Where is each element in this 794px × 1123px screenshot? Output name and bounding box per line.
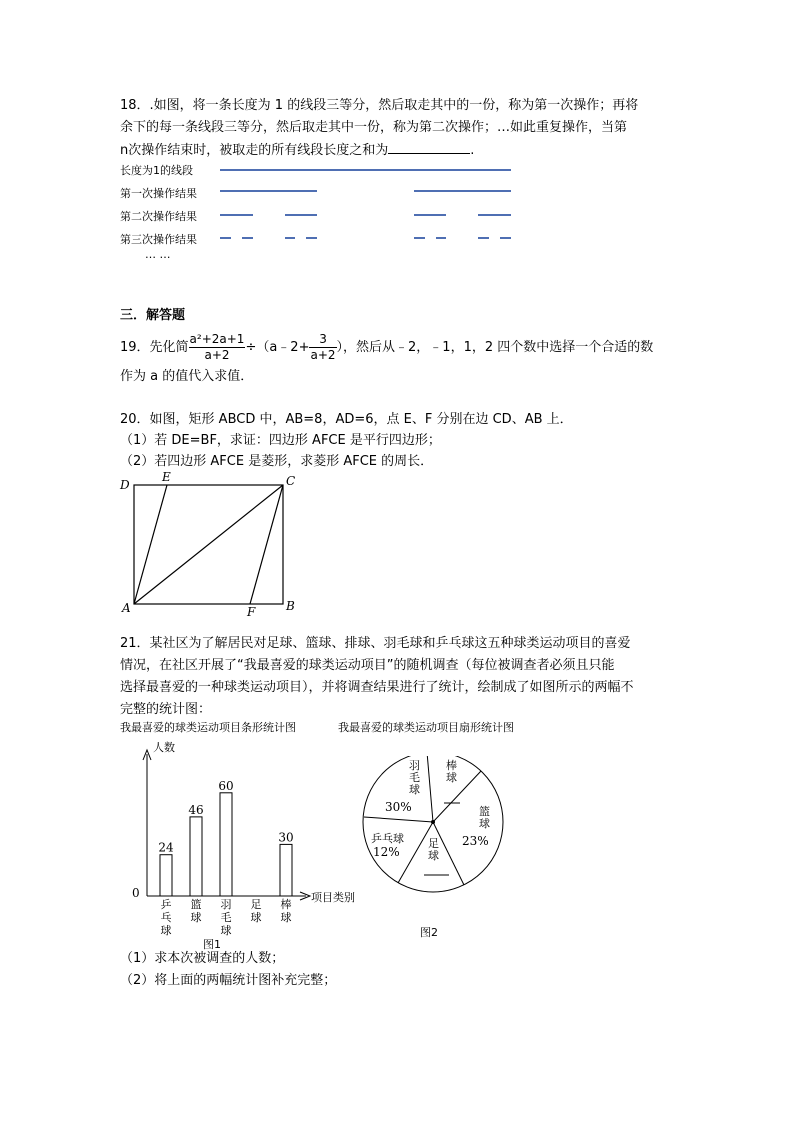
- bar-category-label-4: 足球: [250, 898, 262, 924]
- segment-step3-8: [500, 237, 511, 239]
- segment-step3-1: [220, 237, 231, 239]
- segment-ac: [134, 485, 283, 604]
- q20-line3: （2）若四边形 AFCE 是菱形，求菱形 AFCE 的周长．: [120, 454, 434, 469]
- pie-label-badminton-3: 球: [409, 783, 420, 796]
- q19-frac1-denominator: a+2: [204, 348, 230, 362]
- bar-category-label-2: 篮球: [190, 898, 202, 924]
- bar-3: [220, 793, 232, 896]
- bar-origin-label: 0: [132, 886, 140, 900]
- segment-ae: [134, 485, 167, 604]
- pie-divider-1: [427, 756, 433, 822]
- pie-divider-2: [433, 771, 481, 822]
- pie-percent-pingpong: 12%: [373, 845, 400, 859]
- fig2-caption: 图2: [420, 926, 438, 939]
- bar-2: [190, 817, 202, 896]
- pie-label-football-1: 足: [428, 837, 439, 850]
- segment-original: [220, 169, 511, 171]
- pie-label-football-2: 球: [428, 849, 439, 862]
- q21-sub1: （1）求本次被调查的人数；: [120, 951, 285, 966]
- pie-label-pingpong: 乒乓球: [371, 832, 404, 845]
- bar-value-label-5: 30: [278, 830, 294, 845]
- segment-ellipsis: … …: [145, 248, 171, 261]
- q21-line1: 21．某社区为了解居民对足球、篮球、排球、羽毛球和乒乓球这五种球类运动项目的喜爱: [120, 636, 631, 651]
- pie-label-badminton-2: 毛: [409, 771, 420, 784]
- q19-prefix: 19．先化简: [120, 340, 189, 355]
- pie-label-basketball-2: 球: [479, 817, 490, 830]
- segment-step2-b: [285, 214, 317, 216]
- q18-answer-blank[interactable]: [388, 139, 470, 154]
- segment-step3-7: [478, 237, 489, 239]
- segment-step3-4: [306, 237, 317, 239]
- bar-category-label-5: 棒球: [280, 898, 292, 924]
- pie-percent-basketball: 23%: [462, 834, 489, 848]
- q19-middle: ÷（a﹣2+: [245, 340, 310, 355]
- segment-step1-b: [414, 190, 511, 192]
- pie-label-baseball-2: 球: [446, 771, 457, 784]
- segment-step3-3: [285, 237, 295, 239]
- pie-center: [431, 820, 435, 824]
- q19-line1: [120, 331, 653, 365]
- q20-line1: 20．如图，矩形 ABCD 中，AB=8，AD=6，点 E、F 分别在边 CD、AB 上．: [120, 412, 573, 427]
- segment-fc: [250, 485, 283, 604]
- segment-step2-a: [220, 214, 253, 216]
- q21-line2: 情况，在社区开展了“我最喜爱的球类运动项目”的随机调查（每位被调查者必须且只能: [120, 658, 615, 673]
- label-c: C: [286, 474, 296, 488]
- label-b: B: [286, 599, 295, 613]
- label-f: F: [247, 605, 256, 618]
- bar-value-label-1: 24: [158, 840, 174, 855]
- q20-line2: （1）若 DE=BF，求证：四边形 AFCE 是平行四边形；: [120, 433, 441, 448]
- pie-percent-badminton: 30%: [385, 800, 412, 814]
- segment-step3-2: [242, 237, 253, 239]
- fig1-caption: 图1: [203, 938, 221, 951]
- q19-frac1-numerator: a²+2a+1: [189, 332, 245, 346]
- segment-step2-c: [414, 214, 446, 216]
- segment-label-step3: 第三次操作结果: [120, 233, 197, 246]
- q18-line3-end: .: [470, 143, 475, 158]
- q18-line1: 18．.如图，将一条长度为 1 的线段三等分，然后取走其中的一份，称为第一次操作；再将: [120, 98, 639, 113]
- q19-line2: 作为 a 的值代入求值．: [120, 369, 254, 384]
- bar-value-label-3: 60: [218, 778, 234, 793]
- q18-line3-text: n次操作结束时，被取走的所有线段长度之和为: [120, 143, 389, 158]
- bar-chart-title: 我最喜爱的球类运动项目条形统计图: [120, 721, 296, 734]
- bar-category-label-1: 乒乓球: [160, 898, 172, 937]
- q19-suffix: ），然后从﹣2，﹣1，1，2 四个数中选择一个合适的数: [336, 340, 654, 355]
- pie-label-basketball-1: 篮: [479, 805, 490, 818]
- section-title: 三．解答题: [120, 308, 186, 323]
- label-a: A: [122, 601, 131, 615]
- bar-5: [280, 844, 292, 896]
- q19-fraction-2: [309, 332, 336, 363]
- segment-step3-5: [414, 237, 425, 239]
- segment-step2-d: [478, 214, 511, 216]
- q19-fraction-1: [189, 332, 246, 363]
- bar-x-label: 项目类别: [311, 891, 355, 904]
- segment-label-step2: 第二次操作结果: [120, 210, 197, 223]
- label-e: E: [162, 470, 171, 484]
- pie-chart-title: 我最喜爱的球类运动项目扇形统计图: [338, 721, 514, 734]
- bar-category-label-3: 羽毛球: [220, 898, 232, 937]
- q19-frac2-denominator: a+2: [310, 348, 336, 362]
- segment-label-original: 长度为1的线段: [120, 164, 193, 177]
- bar-marks: [158, 779, 293, 937]
- bar-chart: [120, 736, 370, 956]
- pie-chart: [358, 756, 508, 906]
- bar-value-label-2: 46: [188, 802, 204, 817]
- label-d: D: [120, 478, 130, 492]
- q18-line2: 余下的每一条线段三等分，然后取走其中一份，称为第二次操作；…如此重复操作，当第: [120, 120, 628, 135]
- q18-line3: [120, 139, 474, 162]
- pie-label-baseball-1: 棒: [446, 759, 457, 772]
- q21-line3: 选择最喜爱的一种球类运动项目），并将调查结果进行了统计，绘制成了如图所示的两幅不: [120, 680, 634, 695]
- q21-line4: 完整的统计图：: [120, 702, 212, 717]
- q21-sub2: （2）将上面的两幅统计图补充完整；: [120, 973, 337, 988]
- rectangle-figure: [110, 468, 310, 618]
- bar-1: [160, 855, 172, 896]
- pie-divider-5: [364, 817, 433, 822]
- bar-y-label: 人数: [153, 741, 175, 754]
- pie-label-badminton-1: 羽: [409, 759, 420, 772]
- segment-step3-6: [436, 237, 446, 239]
- q19-frac2-numerator: 3: [309, 332, 336, 348]
- segment-label-step1: 第一次操作结果: [120, 187, 197, 200]
- segment-step1-a: [220, 190, 317, 192]
